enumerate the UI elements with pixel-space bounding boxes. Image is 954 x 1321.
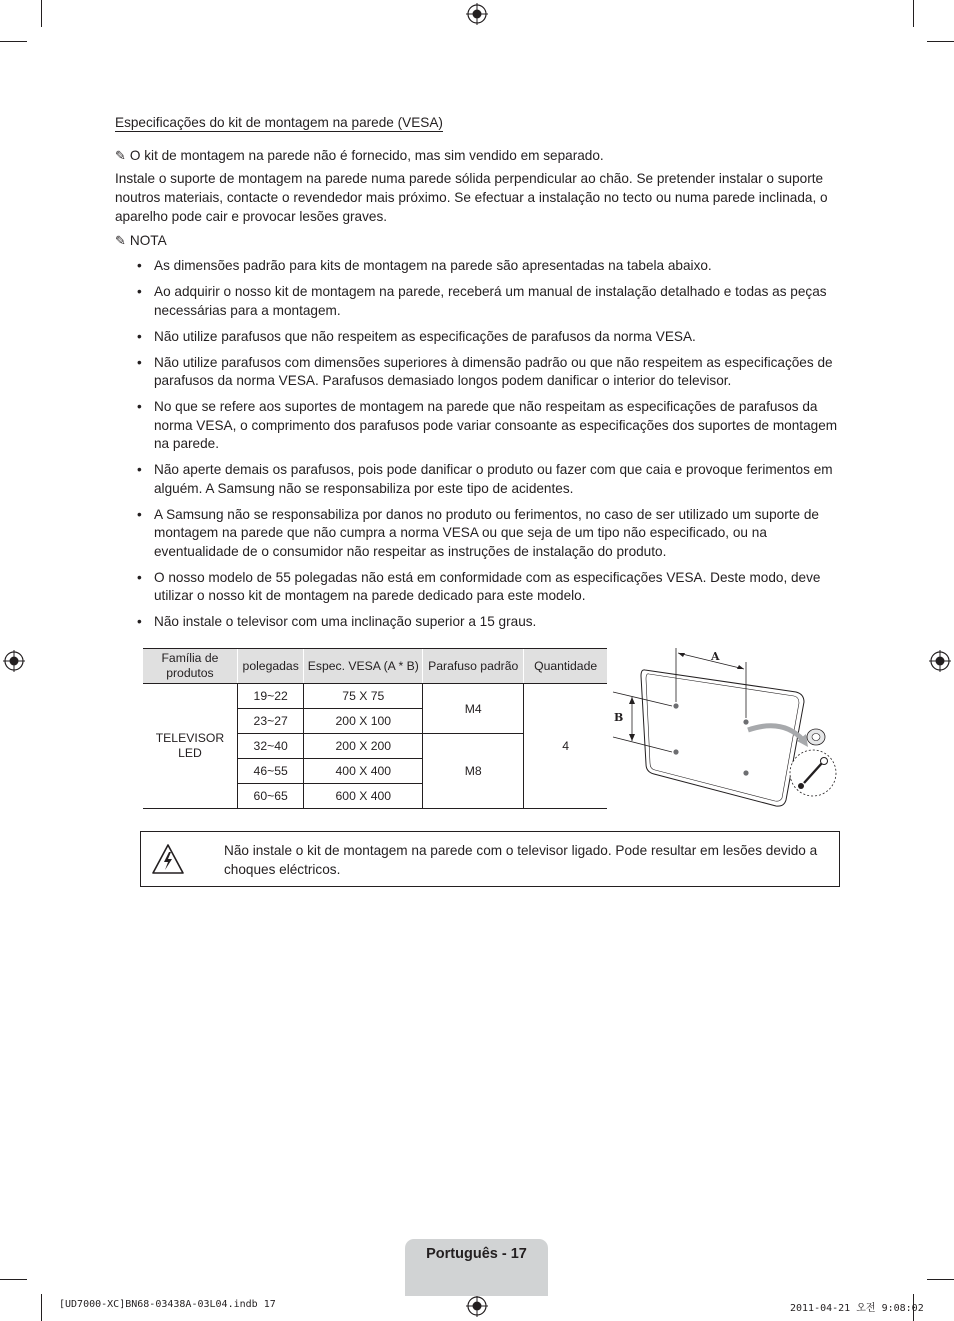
header-screw: Parafuso padrão — [423, 649, 524, 684]
header-quantity: Quantidade — [524, 649, 607, 684]
cell-inches: 46~55 — [237, 759, 304, 784]
list-item: • No que se refere aos suportes de montagem na parede que não respeitam as especificações de parafusos da norma VESA, o comprimento dos parafusos pode variar consoante as especificações dos suportes de montagem na parede. — [137, 398, 847, 454]
dimension-label-a: A — [711, 650, 720, 663]
page-number: Português - 17 — [426, 1246, 527, 1262]
registration-mark-icon — [466, 1295, 488, 1317]
cell-inches: 32~40 — [237, 734, 304, 759]
crop-mark — [41, 0, 42, 27]
cell-family: TELEVISOR LED — [143, 684, 237, 809]
vesa-spec-table — [143, 648, 607, 809]
note-pencil-icon: ✎ — [115, 234, 126, 249]
list-item: • As dimensões padrão para kits de montagem na parede são apresentadas na tabela abaixo. — [137, 257, 847, 276]
list-item: • Ao adquirir o nosso kit de montagem na parede, receberá um manual de instalação detalhado e todas as peças necessárias para a montagem. — [137, 283, 847, 320]
note-heading — [115, 231, 167, 251]
dimension-label-b: B — [614, 711, 624, 724]
table-row — [143, 684, 607, 709]
cell-vesa: 200 X 200 — [304, 734, 423, 759]
cell-screw: M8 — [423, 734, 524, 809]
body-paragraph: Instale o suporte de montagem na parede numa parede sólida perpendicular ao chão. Se pretender instalar o suporte noutros materiais, contacte o revendedor mais próximo. Se efectuar a instalação no tecto ou numa parede inclinada, o aparelho pode cair e provocar lesões graves. — [115, 171, 828, 224]
cell-vesa: 400 X 400 — [304, 759, 423, 784]
cell-inches: 19~22 — [237, 684, 304, 709]
crop-mark — [913, 0, 914, 27]
crop-mark — [0, 1279, 27, 1280]
electric-hazard-icon — [151, 843, 185, 875]
crop-mark — [41, 1294, 42, 1321]
list-item: • O nosso modelo de 55 polegadas não está em conformidade com as especificações VESA. Deste modo, deve utilizar o nosso kit de montagem na parede dedicado para este modelo. — [137, 569, 847, 606]
print-slug-left: [UD7000-XC]BN68-03438A-03L04.indb 17 — [59, 1299, 276, 1310]
crop-mark — [927, 41, 954, 42]
cell-vesa: 75 X 75 — [304, 684, 423, 709]
note-label: NOTA — [129, 233, 167, 248]
cell-vesa: 600 X 400 — [304, 784, 423, 809]
print-slug-right: 2011-04-21 오전 9:08:02 — [790, 1303, 924, 1314]
cell-vesa: 200 X 100 — [304, 709, 423, 734]
cell-screw: M4 — [423, 684, 524, 734]
crop-mark — [0, 41, 27, 42]
tv-back-diagram — [608, 640, 843, 810]
cell-inches: 60~65 — [237, 784, 304, 809]
list-item: • Não aperte demais os parafusos, pois pode danificar o produto ou fazer com que caia e provoque ferimentos em alguém. A Samsung não se responsabiliza por este tipo de acidentes. — [137, 461, 847, 498]
section-title: Especificações do kit de montagem na parede (VESA) — [115, 115, 443, 130]
list-item: • Não utilize parafusos que não respeitem as especificações de parafusos da norma VESA. — [137, 328, 847, 347]
warning-text: Não instale o kit de montagem na parede com o televisor ligado. Pode resultar em lesões devido a choques eléctricos. — [224, 843, 818, 877]
crop-mark — [927, 1279, 954, 1280]
note-intro-text: O kit de montagem na parede não é fornecido, mas sim vendido em separado. — [129, 148, 604, 163]
registration-mark-icon — [3, 650, 25, 672]
cell-quantity: 4 — [524, 684, 607, 809]
note-bullet-list — [137, 257, 847, 639]
header-family: Família de produtos — [143, 649, 237, 684]
note-pencil-icon: ✎ — [115, 149, 126, 164]
header-vesa: Espec. VESA (A * B) — [304, 649, 423, 684]
registration-mark-icon — [466, 3, 488, 25]
table-header-row — [143, 649, 607, 684]
header-inches: polegadas — [237, 649, 304, 684]
registration-mark-icon — [929, 650, 951, 672]
list-item: • A Samsung não se responsabiliza por danos no produto ou ferimentos, no caso de ser utilizado um suporte de montagem na parede que não cumpra a norma VESA ou que seja de um tipo não especificado, ou na eventualidade de o consumidor não respeitar as instruções de instalação do produto. — [137, 506, 847, 562]
note-intro — [115, 146, 604, 166]
cell-inches: 23~27 — [237, 709, 304, 734]
list-item: • Não utilize parafusos com dimensões superiores à dimensão padrão ou que não respeitem as especificações de parafusos da norma VESA. Parafusos demasiado longos podem danificar o interior do televisor. — [137, 354, 847, 391]
list-item: • Não instale o televisor com uma inclinação superior a 15 graus. — [137, 613, 847, 632]
